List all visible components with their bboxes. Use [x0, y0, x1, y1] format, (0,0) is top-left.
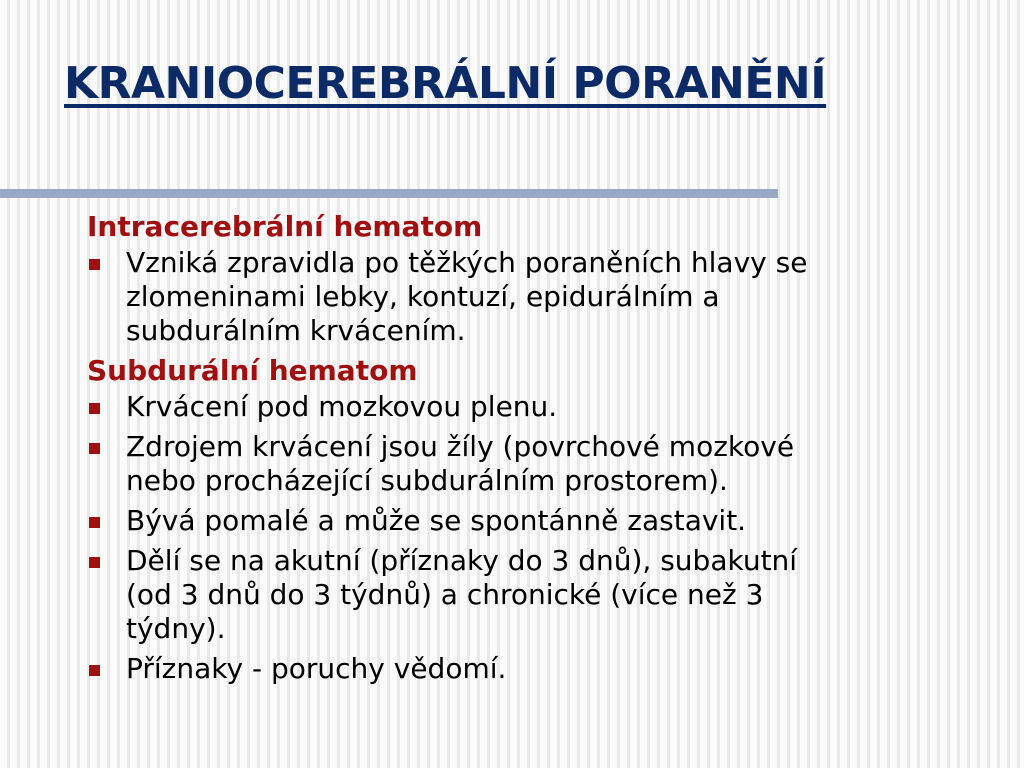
square-bullet-icon: [89, 403, 100, 414]
square-bullet-icon: [89, 557, 100, 568]
bullet-text-line: Příznaky - poruchy vědomí.: [126, 652, 507, 685]
bullet-text-line: týdny).: [126, 612, 226, 645]
bullet-item: [87, 390, 987, 424]
bullet-item: [87, 430, 987, 498]
bullet-text-line: subdurálním krvácením.: [126, 314, 466, 347]
section-heading-intracerebral: Intracerebrální hematom: [87, 210, 483, 243]
square-bullet-icon: [89, 665, 100, 676]
bullet-item: [87, 544, 987, 646]
bullet-text-line: nebo procházející subdurálním prostorem).: [126, 464, 728, 497]
slide-content: [87, 210, 987, 692]
bullet-text-line: Dělí se na akutní (příznaky do 3 dnů), subakutní: [126, 544, 798, 577]
bullet-text-line: Vzniká zpravidla po těžkých poraněních hlavy se: [126, 246, 808, 279]
bullet-text-line: (od 3 dnů do 3 týdnů) a chronické (více než 3: [126, 578, 764, 611]
bullet-text-line: Zdrojem krvácení jsou žíly (povrchové mozkové: [126, 430, 795, 463]
square-bullet-icon: [89, 517, 100, 528]
section-heading-subdural: Subdurální hematom: [87, 354, 418, 387]
bullet-item: [87, 504, 987, 538]
bullet-text-line: Bývá pomalé a může se spontánně zastavit.: [126, 504, 747, 537]
square-bullet-icon: [89, 259, 100, 270]
square-bullet-icon: [89, 443, 100, 454]
bullet-text-line: Krvácení pod mozkovou plenu.: [126, 390, 558, 423]
bullet-text-line: zlomeninami lebky, kontuzí, epidurálním a: [126, 280, 720, 313]
title-divider: [0, 189, 778, 198]
bullet-item: [87, 246, 987, 348]
slide-title: KRANIOCEREBRÁLNÍ PORANĚNÍ: [64, 58, 827, 109]
bullet-item: [87, 652, 987, 686]
